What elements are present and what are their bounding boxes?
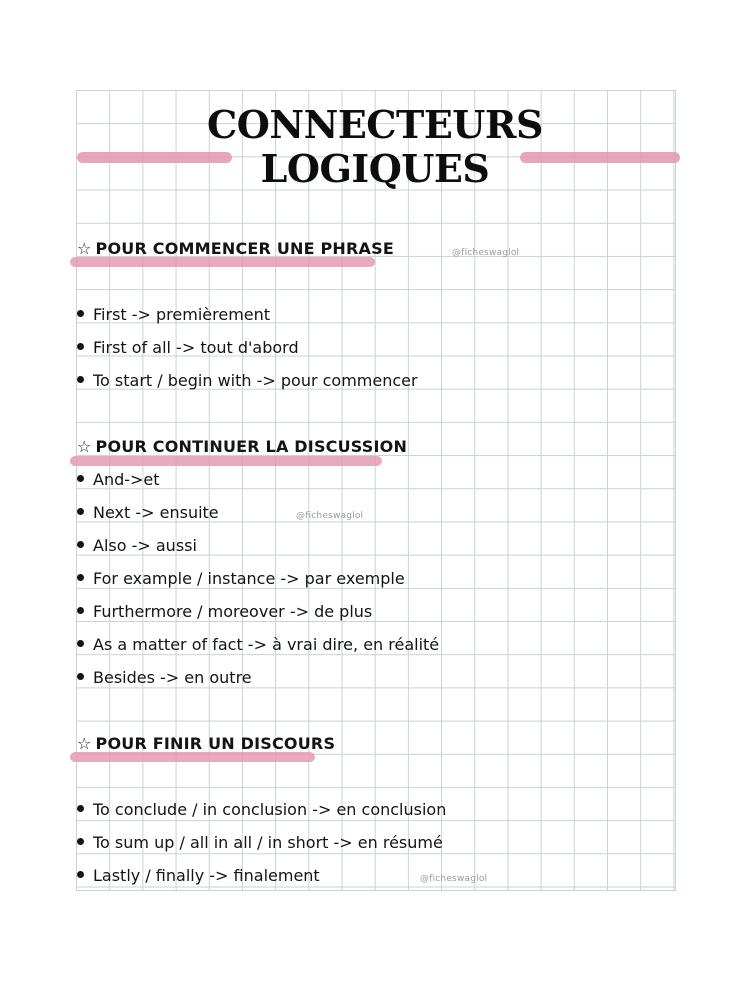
list-item-text: Next -> ensuite xyxy=(93,503,219,522)
bullet-icon xyxy=(77,508,84,515)
section-3-heading-text: POUR FINIR UN DISCOURS xyxy=(95,734,336,753)
list-item xyxy=(77,601,372,623)
list-item xyxy=(77,634,439,656)
bullet-icon xyxy=(77,343,84,350)
section-1-heading-text: POUR COMMENCER UNE PHRASE xyxy=(95,239,394,258)
list-item-text: And->et xyxy=(93,470,160,489)
list-item-text: Furthermore / moreover -> de plus xyxy=(93,602,373,621)
list-item xyxy=(77,799,446,821)
section-3-heading xyxy=(77,733,335,755)
watermark: @ficheswaglol xyxy=(296,511,364,521)
page-title xyxy=(0,103,750,191)
list-item xyxy=(77,370,418,392)
grid-paper xyxy=(76,90,676,891)
page-title-line-2: LOGIQUES xyxy=(260,146,490,191)
list-item-text: First -> premièrement xyxy=(93,305,271,324)
list-item xyxy=(77,667,252,689)
bullet-icon xyxy=(77,805,84,812)
list-item-text: Also -> aussi xyxy=(93,536,197,555)
list-item-text: As a matter of fact -> à vrai dire, en réalité xyxy=(93,635,440,654)
bullet-icon xyxy=(77,541,84,548)
list-item xyxy=(77,304,270,326)
list-item-text: First of all -> tout d'abord xyxy=(93,338,299,357)
watermark: @ficheswaglol xyxy=(420,874,488,884)
section-2-heading-text: POUR CONTINUER LA DISCUSSION xyxy=(95,437,408,456)
bullet-icon xyxy=(77,871,84,878)
list-item-text: To sum up / all in all / in short -> en résumé xyxy=(93,833,443,852)
bullet-icon xyxy=(77,475,84,482)
bullet-icon xyxy=(77,574,84,581)
watermark: @ficheswaglol xyxy=(452,248,520,258)
list-item xyxy=(77,568,405,590)
list-item-text: To start / begin with -> pour commencer xyxy=(93,371,418,390)
list-item xyxy=(77,832,443,854)
bullet-icon xyxy=(77,310,84,317)
list-item-text: Besides -> en outre xyxy=(93,668,252,687)
list-item xyxy=(77,535,197,557)
star-icon: ☆ xyxy=(77,437,92,456)
list-item xyxy=(77,502,219,524)
star-icon: ☆ xyxy=(77,734,92,753)
bullet-icon xyxy=(77,838,84,845)
section-2-heading xyxy=(77,436,407,458)
list-item xyxy=(77,337,299,359)
section-1-heading xyxy=(77,238,394,260)
bullet-icon xyxy=(77,673,84,680)
bullet-icon xyxy=(77,640,84,647)
list-item-text: To conclude / in conclusion -> en conclusion xyxy=(93,800,447,819)
bullet-icon xyxy=(77,376,84,383)
list-item-text: Lastly / finally -> finalement xyxy=(93,866,320,885)
list-item xyxy=(77,865,320,887)
list-item xyxy=(77,469,160,491)
bullet-icon xyxy=(77,607,84,614)
list-item-text: For example / instance -> par exemple xyxy=(93,569,405,588)
page-title-line-1: CONNECTEURS xyxy=(207,102,543,147)
star-icon: ☆ xyxy=(77,239,92,258)
